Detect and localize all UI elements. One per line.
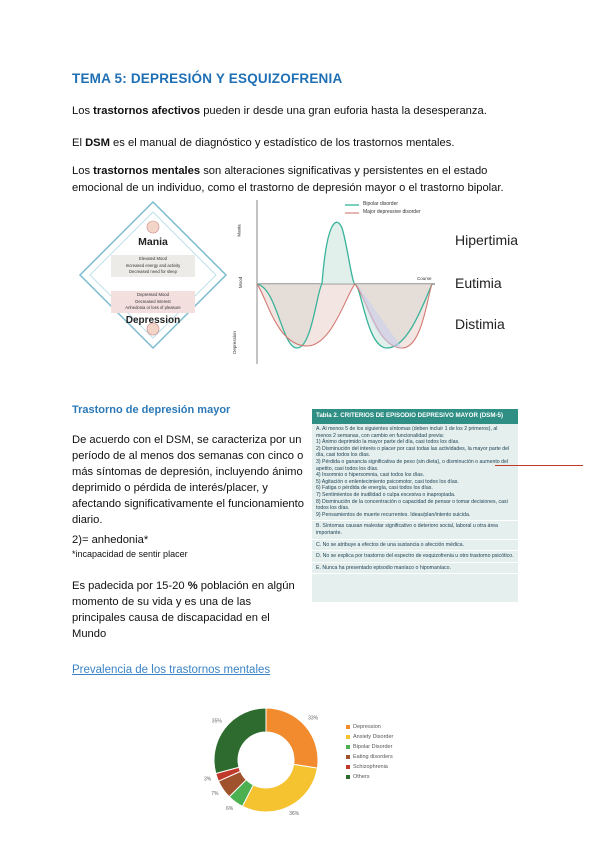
prevalence-link[interactable]: Prevalencia de los trastornos mentales bbox=[72, 664, 271, 676]
donut-value-label: 7% bbox=[211, 791, 219, 798]
donut-value-label: 35% bbox=[211, 718, 222, 725]
dsm5-criteria-table bbox=[312, 409, 518, 602]
prevalence-text: Es padecida por 15-20 % población en algún momento de su vida y es una de las principales causa de discapacidad en el Mundo bbox=[72, 580, 295, 640]
criterion-c: C. No se atribuye a efectos de una sustancia o afección médica. bbox=[312, 540, 518, 552]
legend-item: Schizophrenia bbox=[346, 762, 393, 772]
donut-slice-anxiety-disorder bbox=[242, 764, 317, 812]
legend-item: Bipolar Disorder bbox=[346, 742, 393, 752]
axis-depression: Depression bbox=[231, 331, 237, 354]
donut-value-label: 36% bbox=[289, 811, 300, 818]
criterion-e: E. Nunca ha presentado episodio maníaco o hipomaníaco. bbox=[312, 563, 518, 575]
mood-wave-chart bbox=[231, 198, 437, 366]
annotation-line bbox=[495, 465, 583, 466]
axis-mood: Mood bbox=[238, 276, 244, 289]
legend-item: Depression bbox=[346, 722, 393, 732]
criterion-a: A. Al menos 5 de los siguientes síntomas (deben incluir 1 de los 2 primeros), al menos 2 semanas, con cambio en funcionalidad previa: 1) Ánimo deprimido la mayor parte del día, casi todos los días. 2) Disminución del interés o placer por casi todas las actividades, la mayor parte del día, casi todos los días. 3) Pérdida o ganancia significativa de peso (sin dieta), o disminución o aumento del apetito, casi todos los días. 4) Insomnio o hipersomnia, casi todos los días. 5) Agitación o enlentecimiento psicomotor, casi todos los días. 6) Fatiga o pérdida de energía, casi todos los días. 7) Sentimientos de inutilidad o culpa excesiva o inapropiada. 8) Disminución de la concentración o capacidad de pensar o tomar decisiones, casi todos los días. 9) Pensamientos de muerte recurrentes. Ideas/plan/intento suicida. bbox=[312, 424, 518, 521]
legend-item: Anxiety Disorder bbox=[346, 732, 393, 742]
criterion-b: B. Síntomas causan malestar significativo o deterioro social, laboral u otra área importante. bbox=[312, 521, 518, 539]
legend-bipolar: Bipolar disorder bbox=[363, 201, 399, 207]
donut-value-label: 33% bbox=[308, 715, 319, 722]
criterion-d: D. No se explica por trastorno del espectro de esquizofrenia u otro trastorno psicótico. bbox=[312, 551, 518, 563]
paragraph-dsm: El DSM es el manual de diagnóstico y estadístico de los trastornos mentales. bbox=[72, 137, 455, 149]
mania-label: Mania bbox=[138, 236, 168, 248]
label-distimia: Distimia bbox=[455, 316, 505, 332]
donut-value-label: 6% bbox=[225, 806, 234, 813]
paragraph-afectivos: Los trastornos afectivos pueden ir desde una gran euforia hasta la desesperanza. bbox=[72, 105, 487, 117]
page-title: TEMA 5: DEPRESIÓN Y ESQUIZOFRENIA bbox=[72, 71, 343, 86]
paragraph-trastornos: Los trastornos mentales son alteraciones significativas y persistentes en el estado emocional de un individuo, como el trastorno de depresión mayor o el trastorno bipolar. bbox=[72, 165, 504, 194]
label-hipertimia: Hipertimia bbox=[455, 232, 519, 248]
section-heading-depresion-mayor: Trastorno de depresión mayor bbox=[72, 404, 231, 416]
mania-symptoms: Elevated Mood Increased energy and activity Decreased need for sleep bbox=[125, 256, 181, 274]
prevalence-donut-chart bbox=[196, 700, 396, 818]
legend-item: Eating disorders bbox=[346, 752, 393, 762]
anhedonia-note: *incapacidad de sentir placer bbox=[72, 549, 188, 559]
table-header: Tabla 2. CRITERIOS DE EPISODIO DEPRESIVO MAYOR (DSM-5) bbox=[312, 409, 518, 424]
donut-legend bbox=[346, 722, 393, 782]
depression-label: Depression bbox=[125, 315, 181, 326]
legend-item: Others bbox=[346, 772, 393, 782]
axis-course: Course bbox=[417, 276, 432, 281]
legend-major-depressive: Major depressive disorder bbox=[363, 209, 421, 215]
label-eutimia: Eutimia bbox=[455, 275, 502, 291]
donut-value-label: 3% bbox=[203, 776, 212, 783]
anhedonia-item: 2)= anhedonia* bbox=[72, 534, 149, 546]
axis-mania: Mania bbox=[236, 224, 242, 237]
depression-symptoms: Depressed Mood Decreased Interest Anhedonia or loss of pleasure bbox=[125, 292, 181, 310]
mania-depression-diagram bbox=[78, 200, 228, 350]
dsm-definition: De acuerdo con el DSM, se caracteriza por un período de al menos dos semanas con cinco o más síntomas de depresión, incluyendo ánimo deprimido o pérdida de interés/placer, y afectando significativamente el funcionamiento diario. bbox=[72, 434, 304, 526]
